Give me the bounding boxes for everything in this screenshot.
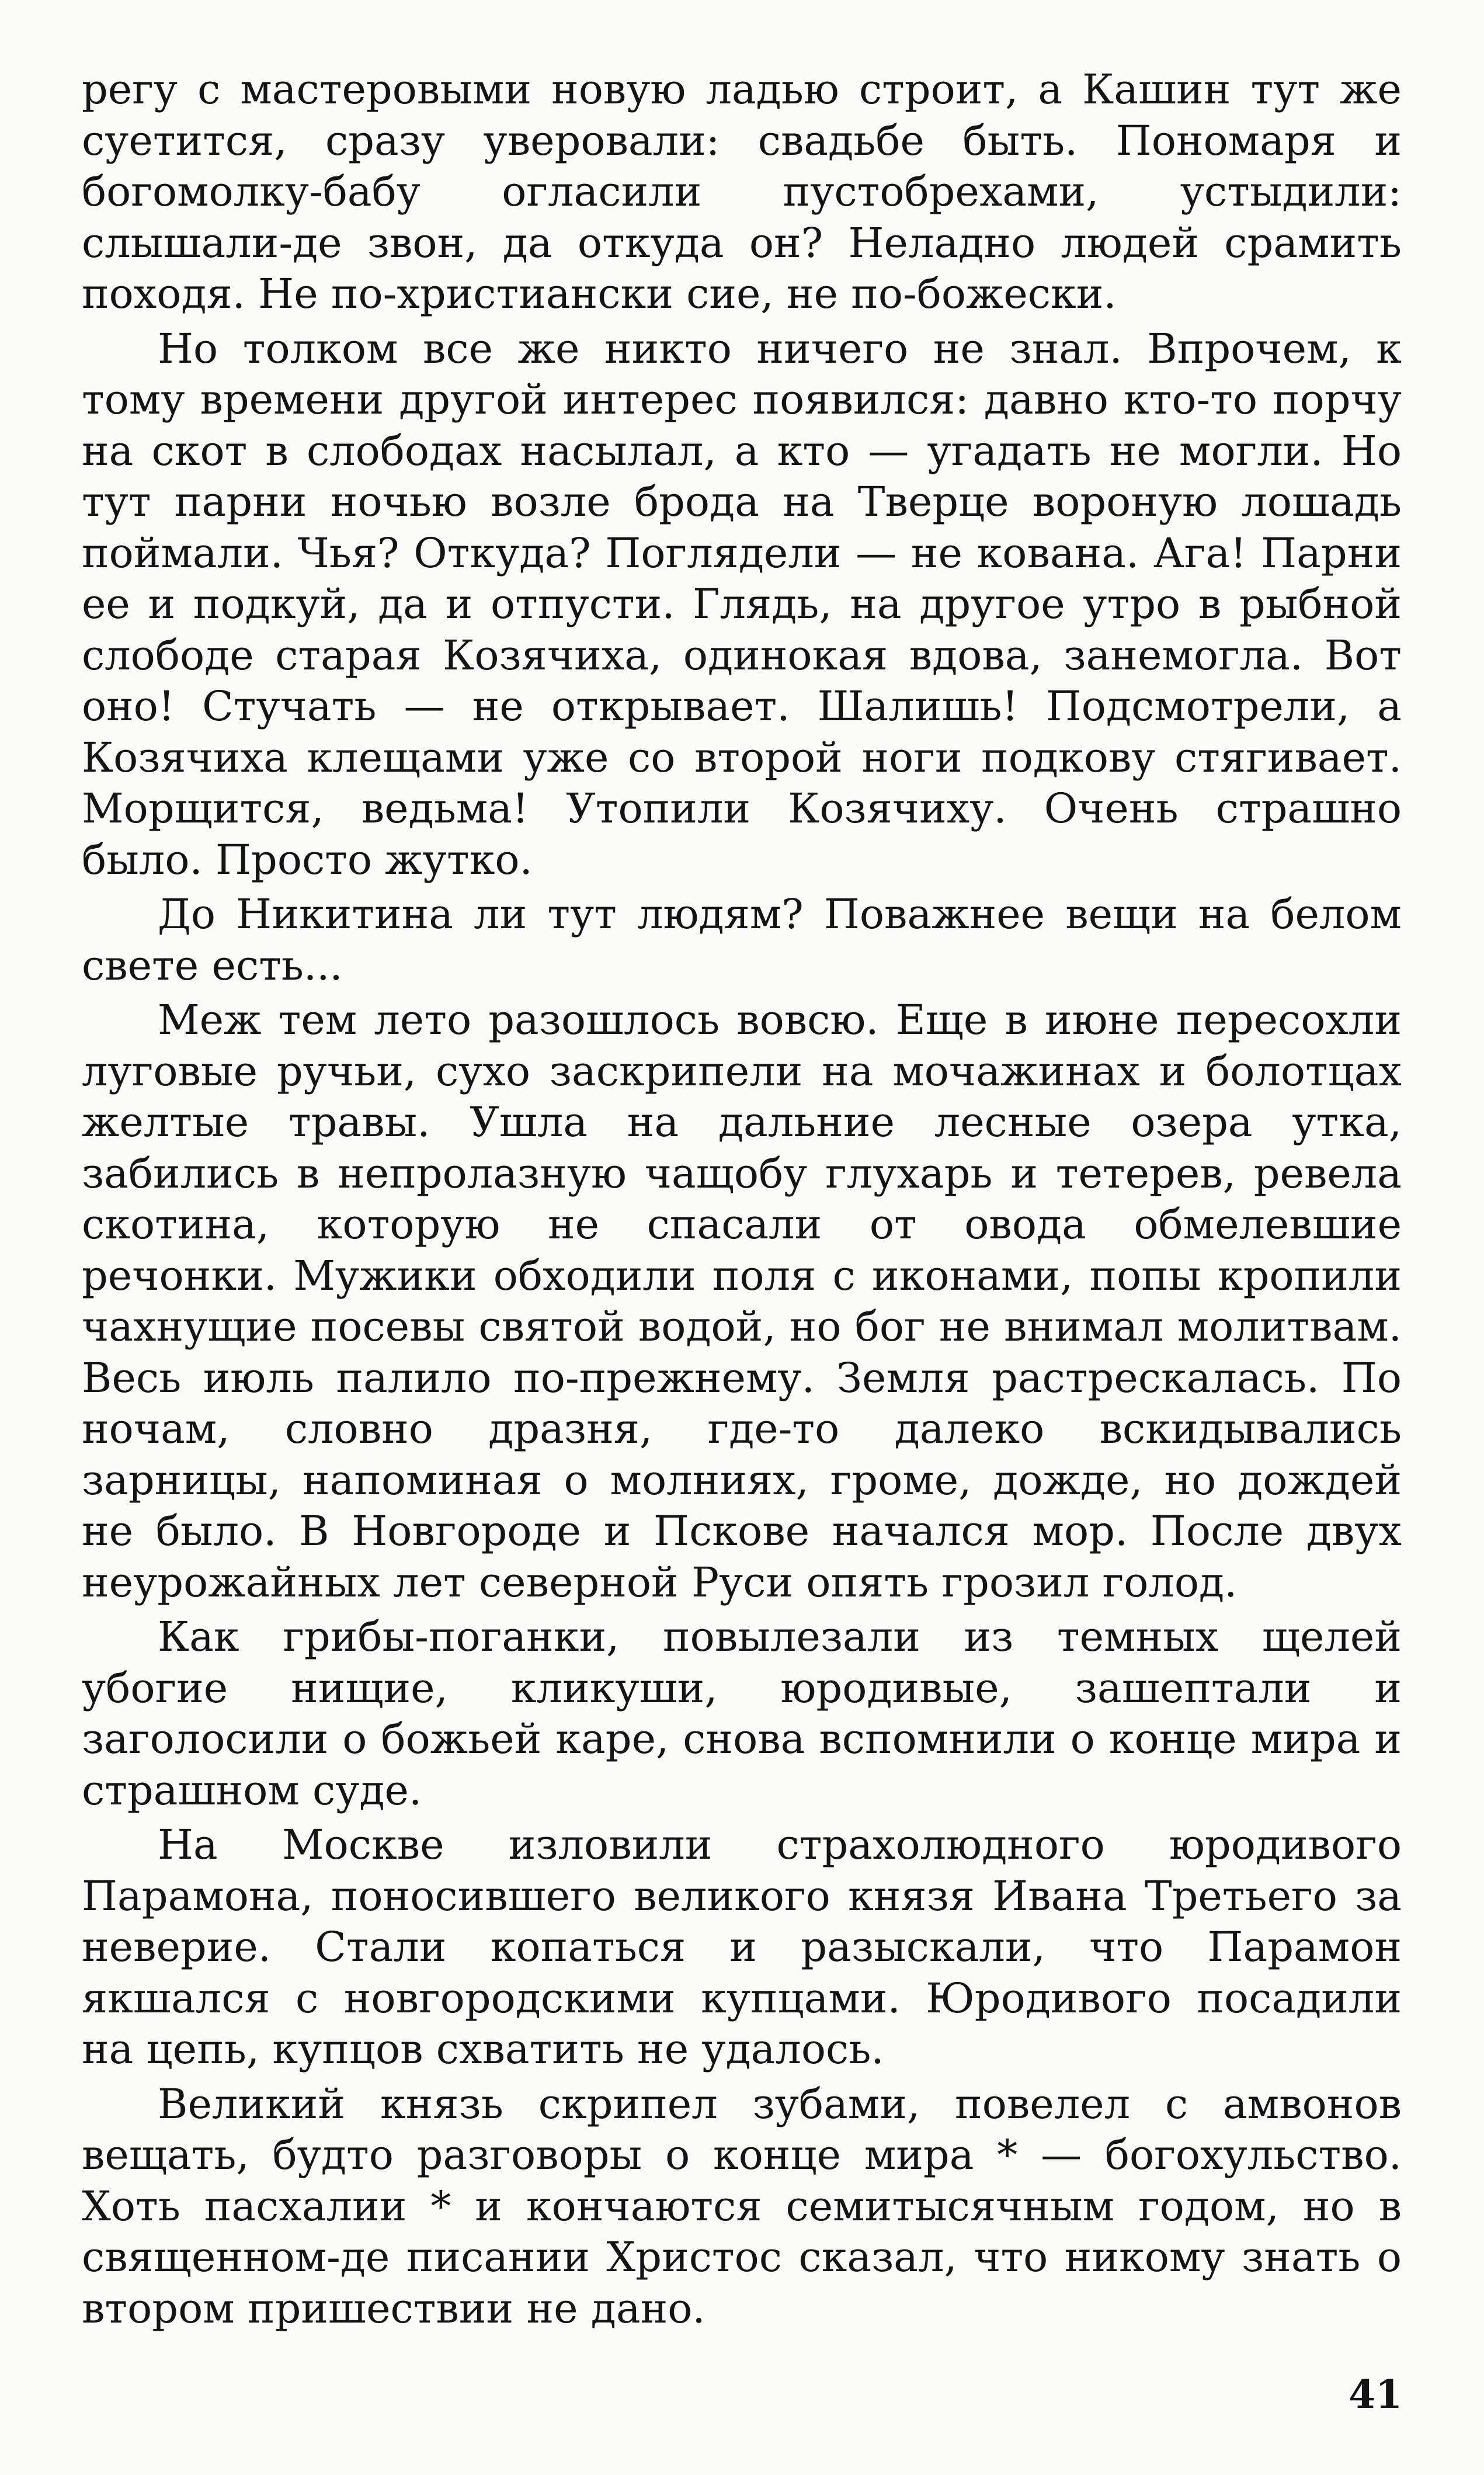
paragraph: Но толком все же никто ничего не знал. Впрочем, к тому времени другой интерес появился: давно кто-то порчу на скот в слободах насылал, а кто — угадать не могли. Но тут парни ночью возле брода на Тверце вороную лошадь поймали. Чья? Откуда? Поглядели — не кована. Ага! Парни ее и подкуй, да и отпусти. Глядь, на другое утро в рыбной слободе старая Козячиха, одинокая вдова, занемогла. Вот оно! Стучать — не открывает. Шалишь! Подсмотрели, а Козячиха клещами уже со второй ноги подкову стягивает. Морщится, ведьма! Утопили Козячиху. Очень страшно было. Просто жутко. [82,324,1402,884]
page-text [82,64,1402,2334]
paragraph: регу с мастеровыми новую ладью строит, а Кашин тут же суетится, сразу уверовали: свадьбе быть. Пономаря и богомолку-бабу огласили пустобрехами, устыдили: слышали-де звон, да откуда он? Неладно людей срамить походя. Не по-христиански сие, не по-божески. [82,65,1402,318]
paragraph: Как грибы-поганки, повылезали из темных щелей убогие нищие, кликуши, юродивые, зашептали и заголосили о божьей каре, снова вспомнили о конце мира и страшном суде. [82,1613,1402,1814]
page-number: 41 [1349,2372,1402,2417]
paragraph: На Москве изловили страхолюдного юродивого Парамона, поносившего великого князя Ивана Третьего за неверие. Стали копаться и разыскали, что Парамон якшался с новгородскими купцами. Юродивого посадили на цепь, купцов схватить не удалось. [82,1821,1402,2073]
paragraph: До Никитина ли тут людям? Поважнее вещи на белом свете есть... [82,890,1402,990]
paragraph: Меж тем лето разошлось вовсю. Еще в июне пересохли луговые ручьи, сухо заскрипели на мочажинах и болотцах желтые травы. Ушла на дальние лесные озера утка, забились в непролазную чащобу глухарь и тетерев, ревела скотина, которую не спасали от овода обмелевшие речонки. Мужики обходили поля с иконами, попы кропили чахнущие посевы святой водой, но бог не внимал молитвам. Весь июль палило по-прежнему. Земля растрескалась. По ночам, словно дразня, где-то далеко вскидывались зарницы, напоминая о молниях, громе, дожде, но дождей не было. В Новгороде и Пскове начался мор. После двух неурожайных лет северной Руси опять грозил голод. [82,996,1402,1606]
paragraph: Великий князь скрипел зубами, повелел с амвонов вещать, будто разговоры о конце мира * — богохульство. Хоть пасхалии * и кончаются семитысячным годом, но в священном-де писании Христос сказал, что никому знать о втором пришествии не дано. [82,2080,1402,2332]
